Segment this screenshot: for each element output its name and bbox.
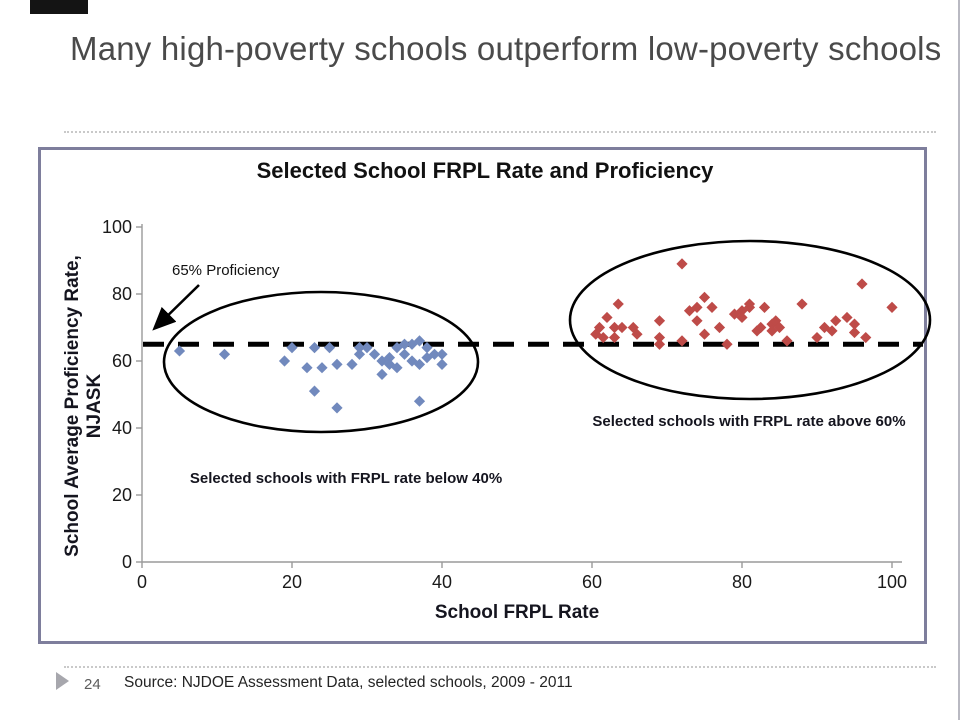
y-tick-label: 20 (111, 485, 132, 505)
data-point (613, 298, 624, 309)
data-point (699, 292, 710, 303)
data-point (860, 332, 871, 343)
data-point (714, 322, 725, 333)
footer-arrow-icon (56, 672, 69, 690)
cluster-ellipse-high-frpl (570, 241, 930, 399)
data-point (849, 327, 860, 338)
slide-title: Many high-poverty schools outperform low-poverty schools (70, 30, 942, 67)
data-point (174, 345, 185, 356)
y-tick-label: 60 (111, 351, 132, 371)
chart-title: Selected School FRPL Rate and Proficiency (256, 158, 714, 183)
y-tick-label: 80 (111, 284, 132, 304)
x-axis-title: School FRPL Rate (434, 602, 600, 623)
page-number: 24 (84, 676, 101, 693)
data-point (436, 349, 447, 360)
y-tick-label: 100 (101, 217, 132, 237)
data-point (706, 302, 717, 313)
footer-separator (64, 666, 936, 668)
data-point (309, 386, 320, 397)
y-tick-label: 40 (111, 418, 132, 438)
data-point (676, 258, 687, 269)
x-tick-label: 100 (876, 572, 908, 592)
data-point (691, 315, 702, 326)
scatter-points (174, 258, 898, 413)
data-point (616, 322, 627, 333)
x-tick-label: 60 (581, 572, 603, 592)
data-point (699, 329, 710, 340)
annotation-low-frpl: Selected schools with FRPL rate below 40% (189, 470, 503, 487)
data-point (796, 298, 807, 309)
data-point (414, 396, 425, 407)
data-point (376, 369, 387, 380)
data-point (346, 359, 357, 370)
data-point (759, 302, 770, 313)
data-point (436, 359, 447, 370)
data-point (841, 312, 852, 323)
y-axis-title: School Average Proficiency Rate, NJASK (62, 255, 105, 557)
x-tick-label: 20 (281, 572, 303, 592)
data-point (301, 362, 312, 373)
data-point (331, 402, 342, 413)
data-point (219, 349, 230, 360)
data-point (601, 312, 612, 323)
data-point (856, 278, 867, 289)
data-point (654, 339, 665, 350)
annotation-high-frpl: Selected schools with FRPL rate above 60% (592, 413, 906, 430)
data-point (609, 332, 620, 343)
data-point (654, 315, 665, 326)
source-text: Source: NJDOE Assessment Data, selected schools, 2009 - 2011 (124, 674, 573, 691)
data-point (886, 302, 897, 313)
data-point (721, 339, 732, 350)
x-tick-label: 40 (431, 572, 453, 592)
data-point (331, 359, 342, 370)
data-point (279, 355, 290, 366)
data-point (399, 349, 410, 360)
y-tick-label: 0 (121, 552, 132, 572)
reference-line-label: 65% Proficiency (172, 262, 280, 279)
x-tick-label: 80 (731, 572, 753, 592)
data-point (811, 332, 822, 343)
data-point (316, 362, 327, 373)
x-tick-label: 0 (136, 572, 147, 592)
data-point (369, 349, 380, 360)
data-point (830, 315, 841, 326)
cluster-ellipse-low-frpl (164, 292, 478, 432)
